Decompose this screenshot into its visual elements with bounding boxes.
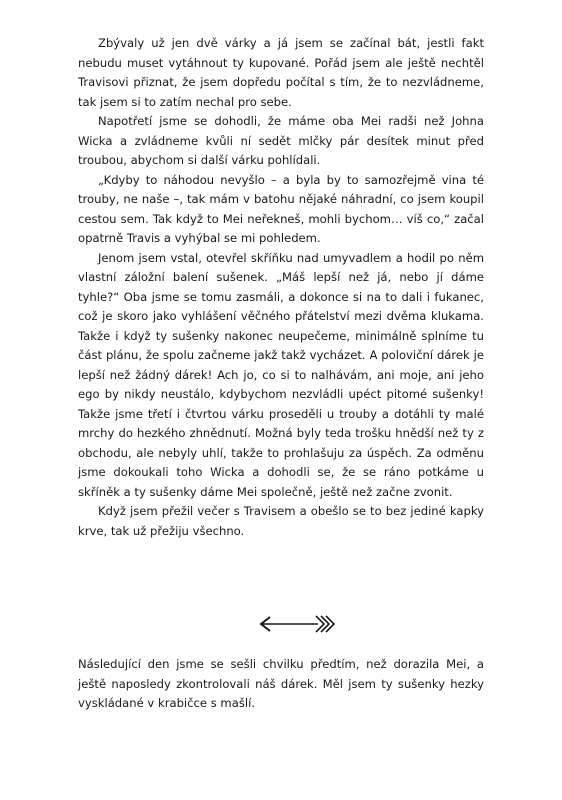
section-text	[78, 655, 484, 714]
paragraph-1: Zbývaly už jen dvě várky a já jsem se začínal bát, jestli fakt nebudu muset vytáhnout ty kupované. Pořád jsem ale ještě nechtěl Travisovi přiznat, že jsem dopředu počítal s tím, že to nezvládneme, tak jsem si to zatím nechal pro sebe.	[78, 36, 484, 109]
paragraph-3: „Kdyby to náhodou nevyšlo – a byla by to samozřejmě vina té trouby, ne naše –, tak mám v batohu nějaké náhradní, co jsem koupil cestou sem. Tak když to Mei neřekneš, mohli bychom… víš co,“ začal opatrně Travis a vyhýbal se mi pohledem.	[78, 172, 484, 245]
body-text	[78, 34, 484, 541]
paragraph-2: Napotřetí jsme se dohodli, že máme oba Mei radši než Johna Wicka a zvládneme kvůli ní sedět mlčky pár desítek minut před troubou, abychom si další várku pohlídali.	[78, 114, 484, 167]
paragraph-5: Když jsem přežil večer s Travisem a obešlo se to bez jediné kapky krve, tak už přežiju všechno.	[78, 504, 484, 538]
paragraph-4: Jenom jsem vstal, otevřel skříňku nad umyvadlem a hodil po něm vlastní záložní balení sušenek. „Máš lepší než já, nebo jí dáme tyhle?“ Oba jsme se tomu zasmáli, a dokonce si na to dali i fukanec, což je skoro jako vyhlášení věčného přátelství mezi dvěma klukama. Takže i když ty sušenky nakonec neupečeme, minimálně splníme tu část plánu, že spolu začneme jakž takž vycházet. A poloviční dárek je lepší než žádný dárek! Ach jo, co si to nalhávám, ani moje, ani jeho ego by nikdy neustálo, kdybychom nezvládli upéct pitomé sušenky! Takže jsme třetí i čtvrtou várku proseděli u trouby a dotáhli ty malé mrchy do hezkého zhnědnutí. Možná byly teda trošku hnědší než ty z obchodu, ale nebyly uhlí, takže to prohlašuju za úspěch. Za odměnu jsme dokoukali toho Wicka a dohodli se, že se ráno potkáme u skříněk a ty sušenky dáme Mei společně, ještě než začne zvonit.	[78, 250, 484, 499]
arrow-left-ornament-icon	[258, 612, 336, 636]
paragraph-after-break: Následující den jsme se sešli chvilku předtím, než dorazila Mei, a ještě naposledy zkontrolovali náš dárek. Měl jsem ty sušenky hezky vyskládané v krabičce s mašlí.	[78, 657, 484, 710]
